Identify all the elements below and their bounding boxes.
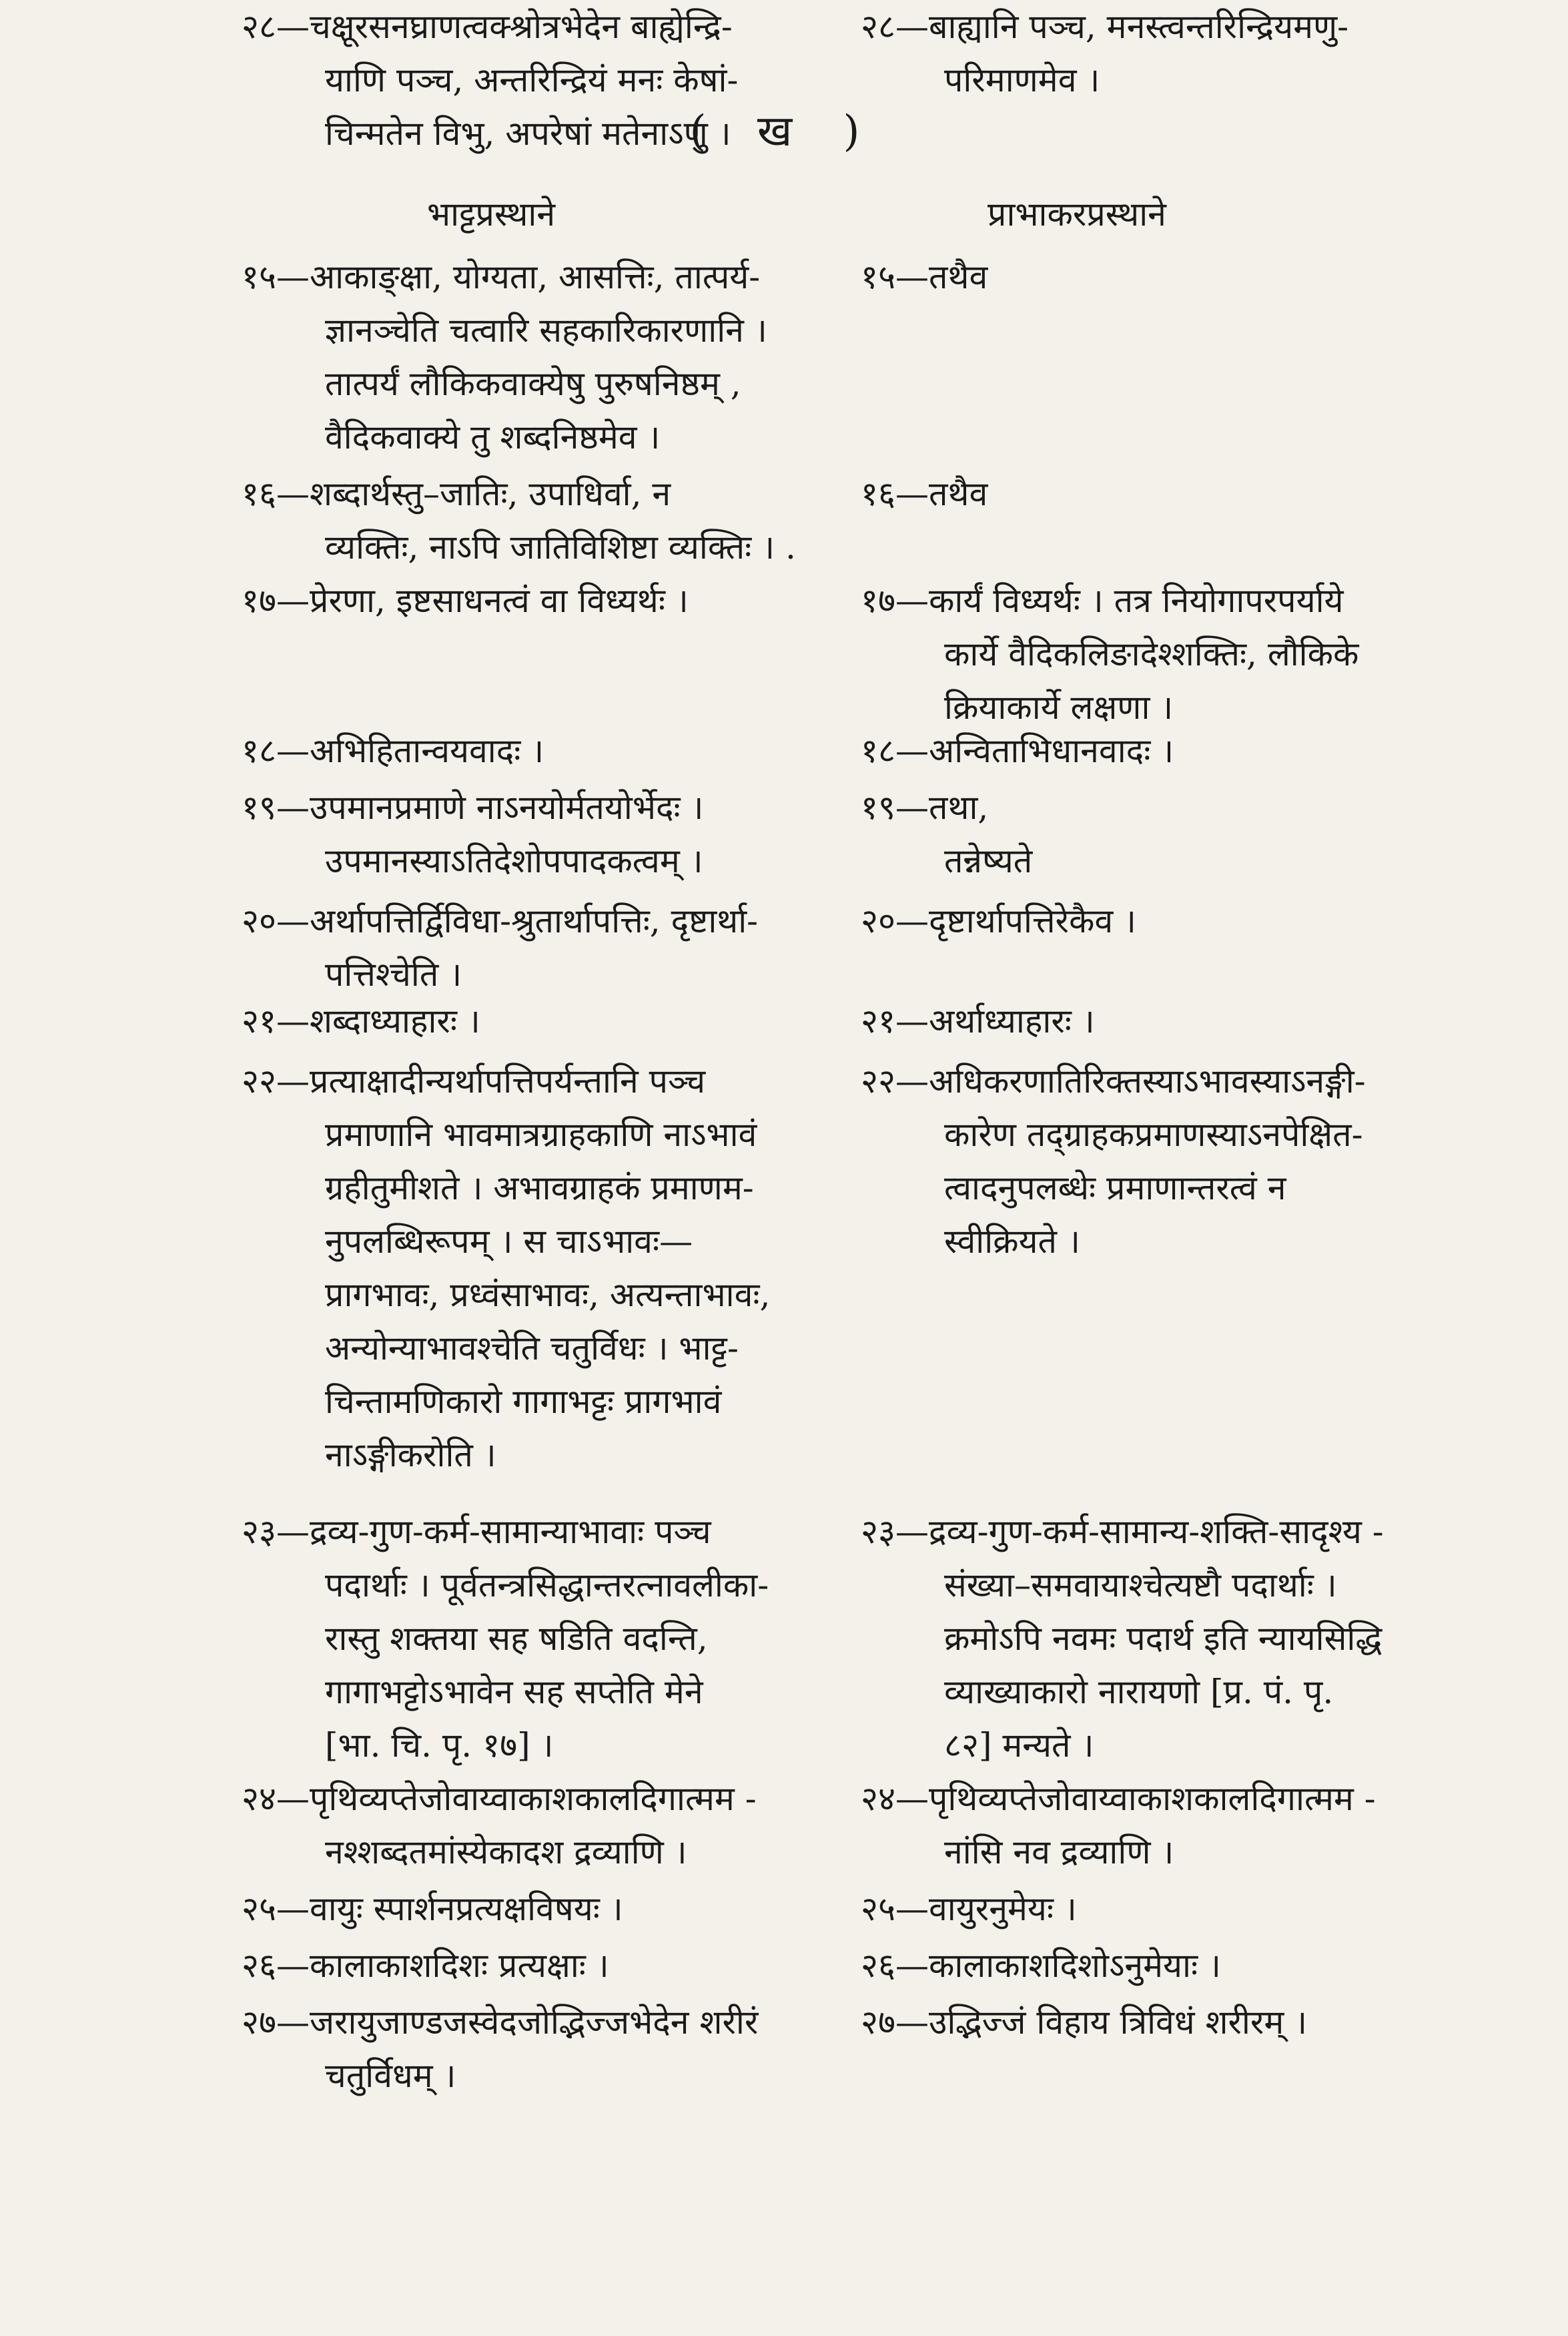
entry-line: १८—अन्विताभिधानवादः । <box>861 732 1174 770</box>
entry-right <box>861 467 1495 521</box>
entry-left <box>242 467 875 574</box>
entry-line: १५—आकाङ्क्षा, योग्यता, आसत्तिः, तात्पर्य- <box>242 258 761 296</box>
entry-line: नांसि नव द्रव्याणि । <box>944 1833 1174 1871</box>
page-number: ( ख ) <box>689 107 879 156</box>
entry-line: १५—तथैव <box>861 258 988 296</box>
entry-line: अन्योन्याभावश्चेति चतुर्विधः । भाट्ट- <box>325 1329 739 1368</box>
entry-line: २१—शब्दाध्याहारः । <box>242 1002 480 1041</box>
entry-right <box>861 1996 1495 2049</box>
entry-right <box>861 0 1495 107</box>
entry-line: २४—पृथिव्यप्तेजोवाय्वाकाशकालदिगात्मम - <box>242 1779 757 1818</box>
entry-left <box>242 1055 875 1482</box>
entry-left <box>242 994 875 1048</box>
entry-line: प्रमाणानि भावमात्रग्राहकाणि नाऽभावं <box>325 1115 757 1154</box>
entry-left <box>242 1996 875 2102</box>
entry-line: ८२] मन्यते । <box>944 1726 1094 1765</box>
entry-right <box>861 994 1495 1048</box>
entry-line: गागाभट्टोऽभावेन सह सप्तेति मेने <box>325 1673 703 1711</box>
entry-line: परिमाणमेव । <box>944 61 1100 99</box>
entry-line: चतुर्विधम् । <box>325 2056 456 2095</box>
entry-line: २१—अर्थाध्याहारः । <box>861 1002 1095 1041</box>
entry-line: २५—वायुरनुमेयः । <box>861 1889 1077 1928</box>
entry-line: ग्रहीतुमीशते । अभावग्राहकं प्रमाणम- <box>325 1169 754 1207</box>
entry-right <box>861 1055 1495 1268</box>
column-header-bhatta: भाट्टप्रस्थाने <box>427 195 556 234</box>
entry-left <box>242 894 875 1001</box>
entry-left <box>242 250 875 464</box>
entry-line: क्रमोऽपि नवमः पदार्थ इति न्यायसिद्धि <box>944 1619 1383 1658</box>
entry-line: स्वीक्रियते । <box>944 1222 1080 1261</box>
column-header-prabhakara: प्राभाकरप्रस्थाने <box>988 195 1166 234</box>
entry-line: १६—शब्दार्थस्तु–जातिः, उपाधिर्वा, न <box>242 475 671 513</box>
entry-right <box>861 1772 1495 1879</box>
entry-left <box>242 1505 875 1772</box>
entry-line: २३—द्रव्य-गुण-कर्म-सामान्याभावाः पञ्च <box>242 1512 711 1551</box>
entry-line: संख्या–समवायाश्चेत्यष्टौ पदार्थाः । <box>944 1566 1337 1604</box>
entry-left <box>242 1882 875 1936</box>
entry-line: २४—पृथिव्यप्तेजोवाय्वाकाशकालदिगात्मम - <box>861 1779 1376 1818</box>
entry-line: उपमानस्याऽतिदेशोपपादकत्वम् । <box>325 842 703 880</box>
entry-right <box>861 894 1495 948</box>
entry-line: क्रियाकार्ये लक्षणा । <box>944 688 1174 727</box>
entry-right <box>861 781 1495 888</box>
entry-line: २८—बाह्यानि पञ्च, मनस्त्वन्तरिन्द्रियमणु- <box>861 7 1349 46</box>
entry-line: २५—वायुः स्पार्शनप्रत्यक्षविषयः । <box>242 1889 623 1928</box>
entry-line: प्रागभावः, प्रध्वंसाभावः, अत्यन्ताभावः, <box>325 1275 771 1314</box>
entry-line: रास्तु शक्तया सह षडिति वदन्ति, <box>325 1619 708 1658</box>
entry-line: २०—अर्थापत्तिर्द्विविधा-श्रुतार्थापत्तिः, दृष्टार्था- <box>242 902 759 940</box>
entry-right <box>861 250 1495 304</box>
entry-line: चिन्मतेन विभु, अपरेषां मतेनाऽणु । <box>325 114 731 153</box>
entry-line: पदार्थाः । पूर्वतन्त्रसिद्धान्तरत्नावलीका- <box>325 1566 769 1604</box>
entry-right <box>861 1939 1495 1992</box>
entry-line: २०—दृष्टार्थापत्तिरेकैव । <box>861 902 1136 940</box>
entry-line: १८—अभिहितान्वयवादः । <box>242 732 544 770</box>
entry-line: नाऽङ्गीकरोति । <box>325 1436 496 1474</box>
entry-line: नश्शब्दतमांस्येकादश द्रव्याणि । <box>325 1833 687 1871</box>
entry-line: पत्तिश्चेति । <box>325 955 462 994</box>
entry-line: तात्पर्यं लौकिकवाक्येषु पुरुषनिष्ठम् , <box>325 364 741 403</box>
entry-line: व्याख्याकारो नारायणो [प्र. पं. पृ. <box>944 1673 1334 1711</box>
entry-right <box>861 724 1495 778</box>
entry-line: २७—उद्भिज्जं विहाय त्रिविधं शरीरम् । <box>861 2003 1308 2042</box>
entry-line: २८—चक्षूरसनघ्राणत्वक्श्रोत्रभेदेन बाह्येन्द्रि- <box>242 7 733 46</box>
entry-left <box>242 781 875 888</box>
entry-right <box>861 1882 1495 1936</box>
entry-line: २६—कालाकाशदिशोऽनुमेयाः । <box>861 1946 1221 1985</box>
entry-left <box>242 1772 875 1879</box>
entry-line: २३—द्रव्य-गुण-कर्म-सामान्य-शक्ति-सादृश्य - <box>861 1512 1384 1551</box>
entry-line: ज्ञानञ्चेति चत्वारि सहकारिकारणानि । <box>325 311 767 350</box>
entry-line: [भा. चि. पृ. १७] । <box>325 1726 554 1765</box>
entry-line: २२—अधिकरणातिरिक्तस्याऽभावस्याऽनङ्गी- <box>861 1062 1366 1101</box>
entry-line: १७—कार्यं विध्यर्थः । तत्र नियोगापरपर्याये <box>861 581 1344 620</box>
entry-line: २७—जरायुजाण्डजस्वेदजोद्भिज्जभेदेन शरीरं <box>242 2003 759 2042</box>
entry-line: त्वादनुपलब्धेः प्रमाणान्तरत्वं न <box>944 1169 1286 1207</box>
entry-line: चिन्तामणिकारो गागाभट्टः प्रागभावं <box>325 1382 722 1421</box>
entry-left <box>242 724 875 778</box>
entry-line: वैदिकवाक्ये तु शब्दनिष्ठमेव । <box>325 418 661 457</box>
entry-line: याणि पञ्च, अन्तरिन्द्रियं मनः केषां- <box>325 61 739 99</box>
entry-line: तन्नेष्यते <box>944 842 1033 880</box>
entry-right <box>861 574 1495 734</box>
entry-line: १७—प्रेरणा, इष्टसाधनत्वं वा विध्यर्थः । <box>242 581 689 620</box>
entry-line: कार्ये वैदिकलिङादेश्शक्तिः, लौकिके <box>944 635 1359 673</box>
entry-line: २२—प्रत्याक्षादीन्यर्थापत्तिपर्यन्तानि पञ्च <box>242 1062 706 1101</box>
entry-line: २६—कालाकाशदिशः प्रत्यक्षाः । <box>242 1946 609 1985</box>
entry-line: व्यक्तिः, नाऽपि जातिविशिष्टा व्यक्तिः । . <box>325 528 796 567</box>
entry-left <box>242 574 875 627</box>
entry-line: १६—तथैव <box>861 475 988 513</box>
entry-line: १९—उपमानप्रमाणे नाऽनयोर्मतयोर्भेदः । <box>242 788 704 827</box>
entry-right <box>861 1505 1495 1772</box>
entry-line: १९—तथा, <box>861 788 989 827</box>
entry-line: कारेण तद्ग्राहकप्रमाणस्याऽनपेक्षित- <box>944 1115 1363 1154</box>
entry-left <box>242 0 875 160</box>
entry-left <box>242 1939 875 1992</box>
entry-line: नुपलब्धिरूपम् । स चाऽभावः— <box>325 1222 693 1261</box>
